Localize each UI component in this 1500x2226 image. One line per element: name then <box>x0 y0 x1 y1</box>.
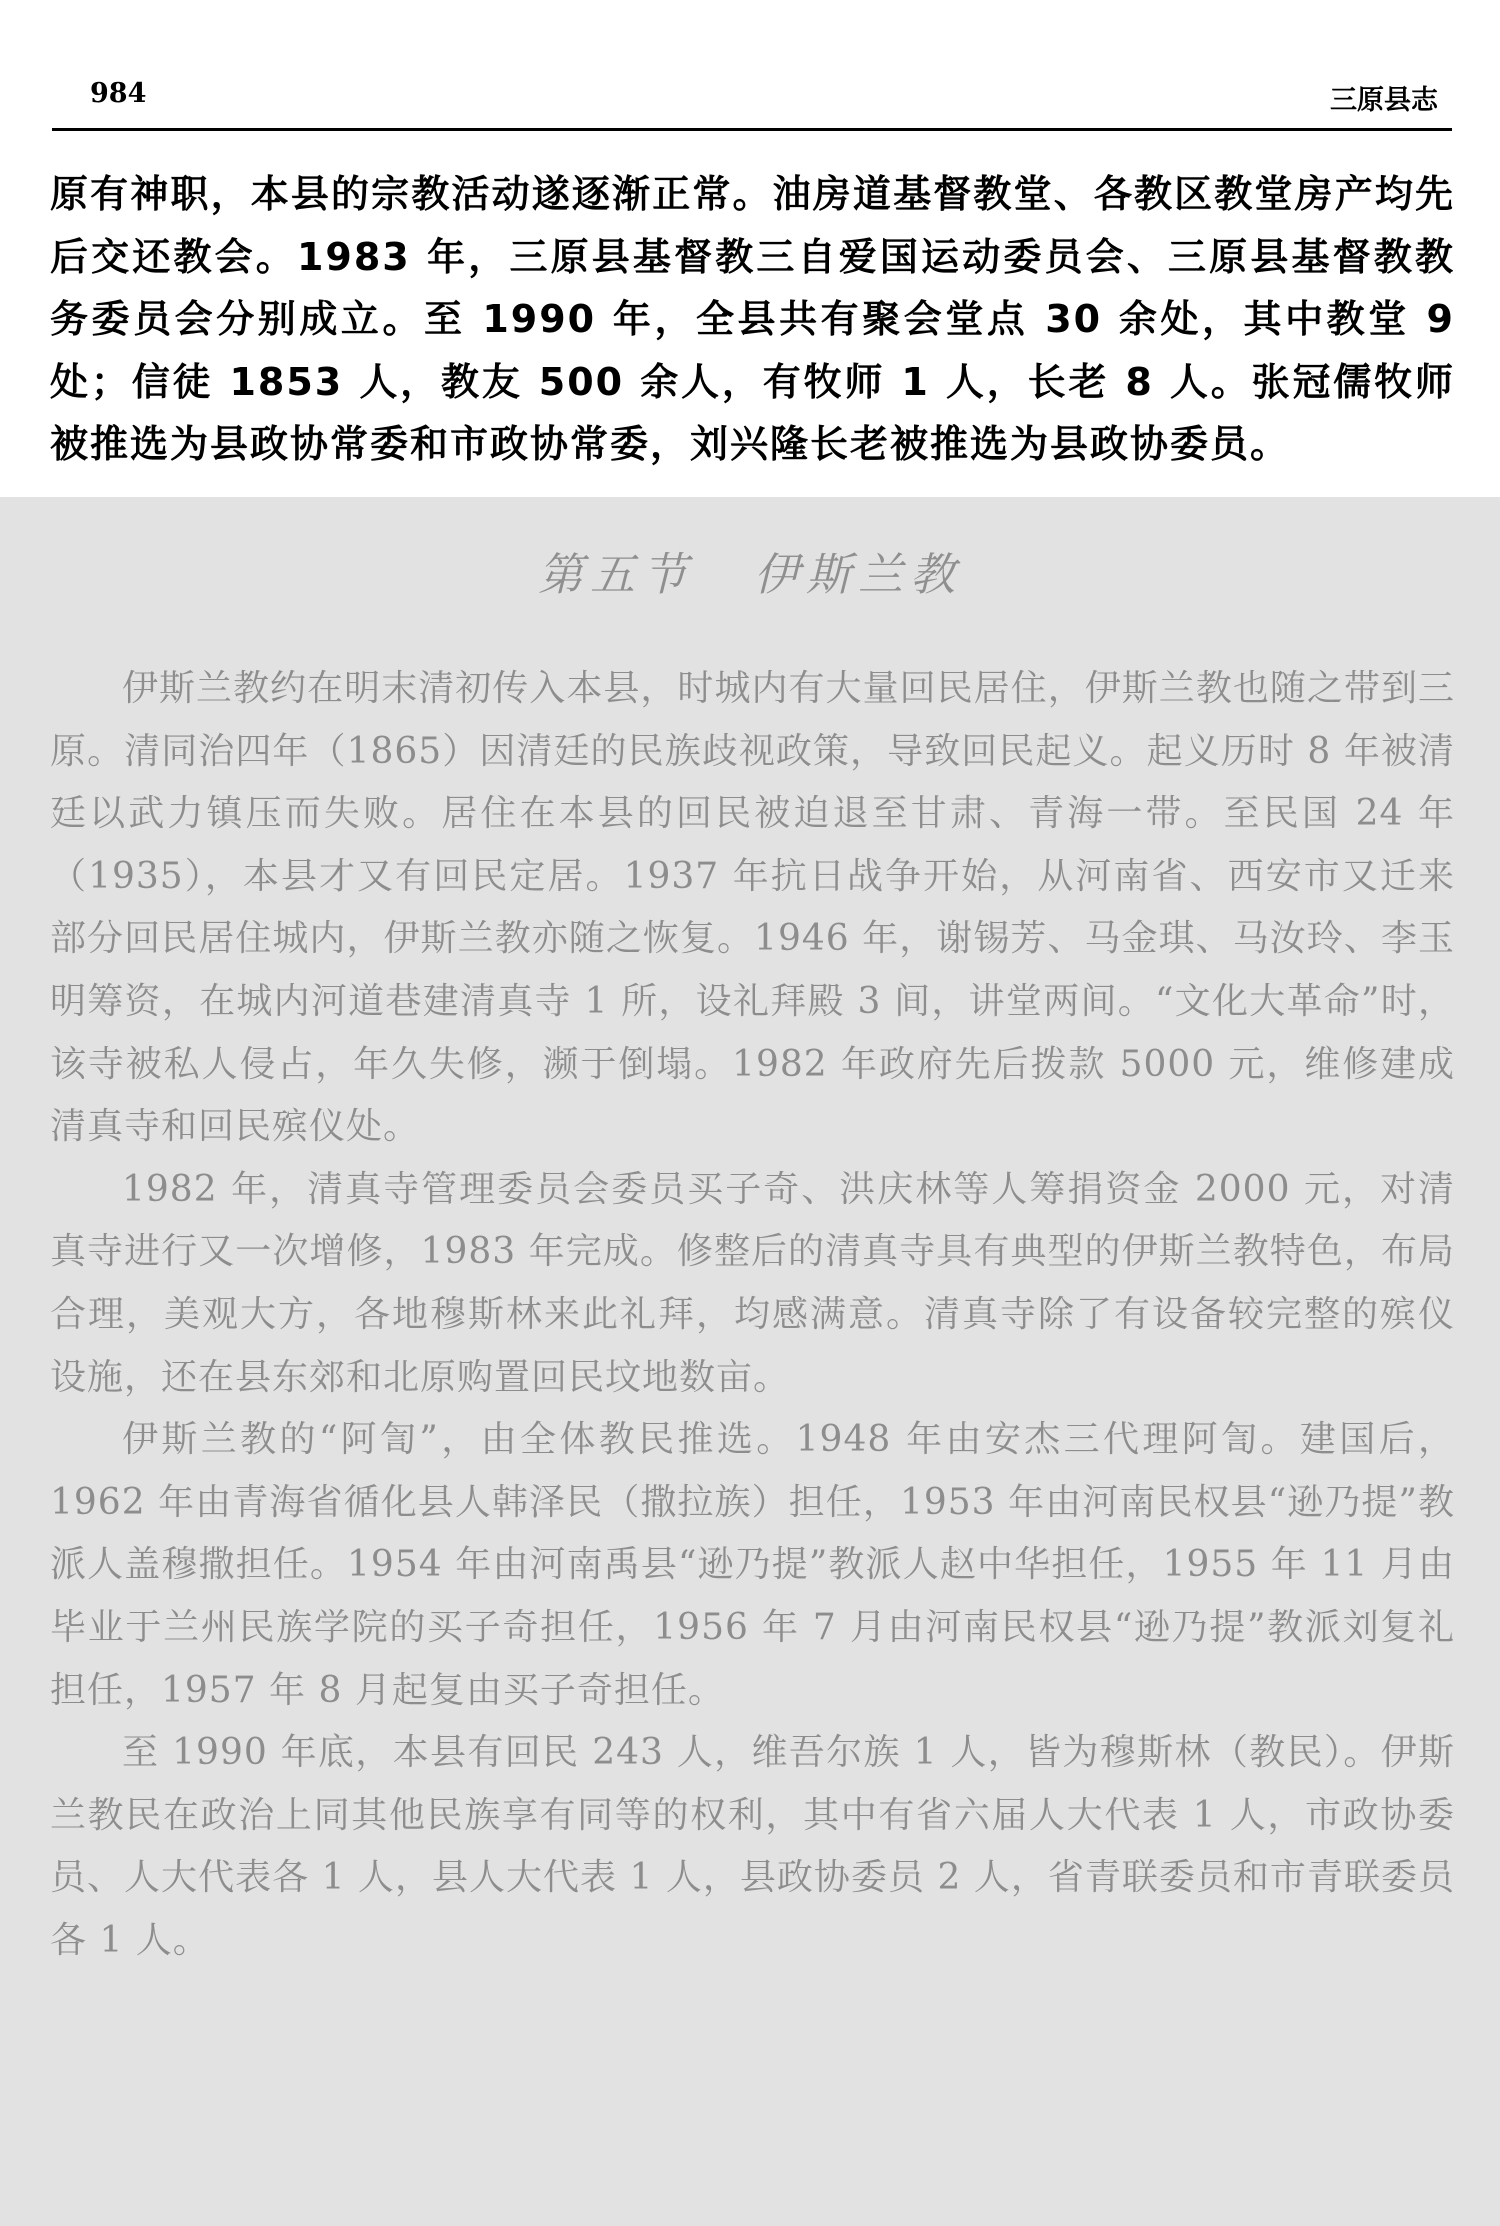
section-title: 伊斯兰教 <box>754 548 963 601</box>
body-paragraph: 至 1990 年底，本县有回民 243 人，维吾尔族 1 人，皆为穆斯林（教民）。伊斯兰教民在政治上同其他民族享有同等的权利，其中有省六届人大代表 1 人，市政协委员、人大代表各 1 人，县人大代表 1 人，县政协委员 2 人，省青联委员和市青联委员各 1 人。 <box>50 1732 1455 1961</box>
page-number: 984 <box>90 78 147 109</box>
page-header <box>52 72 1452 132</box>
body-paragraph: 1982 年，清真寺管理委员会委员买子奇、洪庆林等人筹捐资金 2000 元，对清真寺进行又一次增修，1983 年完成。修整后的清真寺具有典型的伊斯兰教特色，布局合理，美观大方，各地穆斯林来此礼拜，均感满意。清真寺除了有设备较完整的殡仪设施，还在县东郊和北原购置回民坟地数亩。 <box>50 1168 1455 1398</box>
continuation-paragraph: 原有神职，本县的宗教活动遂逐渐正常。油房道基督教堂、各教区教堂房产均先后交还教会。1983 年，三原县基督教三自爱国运动委员会、三原县基督教教务委员会分别成立。至 1990 年，全县共有聚会堂点 30 余处，其中教堂 9 处；信徒 1853 人，教友 500 余人，有牧师 1 人，长老 8 人。张冠儒牧师被推选为县政协常委和市政协常委，刘兴隆长老被推选为县政协委员。 <box>50 172 1455 466</box>
section-number: 第五节 <box>537 548 694 601</box>
section-body <box>50 658 1455 1972</box>
body-paragraph: 伊斯兰教约在明末清初传入本县，时城内有大量回民居住，伊斯兰教也随之带到三原。清同治四年（1865）因清廷的民族歧视政策，导致回民起义。起义历时 8 年被清廷以武力镇压而失败。居住在本县的回民被迫退至甘肃、青海一带。至民国 24 年（1935），本县才又有回民定居。1937 年抗日战争开始，从河南省、西安市又迁来部分回民居住城内，伊斯兰教亦随之恢复。1946 年，谢锡芳、马金琪、马汝玲、李玉明筹资，在城内河道巷建清真寺 1 所，设礼拜殿 3 间，讲堂两间。“文化大革命”时，该寺被私人侵占，年久失修，濒于倒塌。1982 年政府先后拨款 5000 元，维修建成清真寺和回民殡仪处。 <box>50 668 1455 1148</box>
running-title: 三原县志 <box>1330 85 1438 116</box>
body-paragraph: 伊斯兰教的“阿訇”，由全体教民推选。1948 年由安杰三代理阿訇。建国后，1962 年由青海省循化县人韩泽民（撒拉族）担任，1953 年由河南民权县“逊乃提”教派人盖穆撒担任。1954 年由河南禹县“逊乃提”教派人赵中华担任，1955 年 11 月由毕业于兰州民族学院的买子奇担任，1956 年 7 月由河南民权县“逊乃提”教派刘复礼担任，1957 年 8 月起复由买子奇担任。 <box>50 1419 1455 1711</box>
section-heading <box>0 538 1500 603</box>
header-rule <box>52 128 1452 131</box>
